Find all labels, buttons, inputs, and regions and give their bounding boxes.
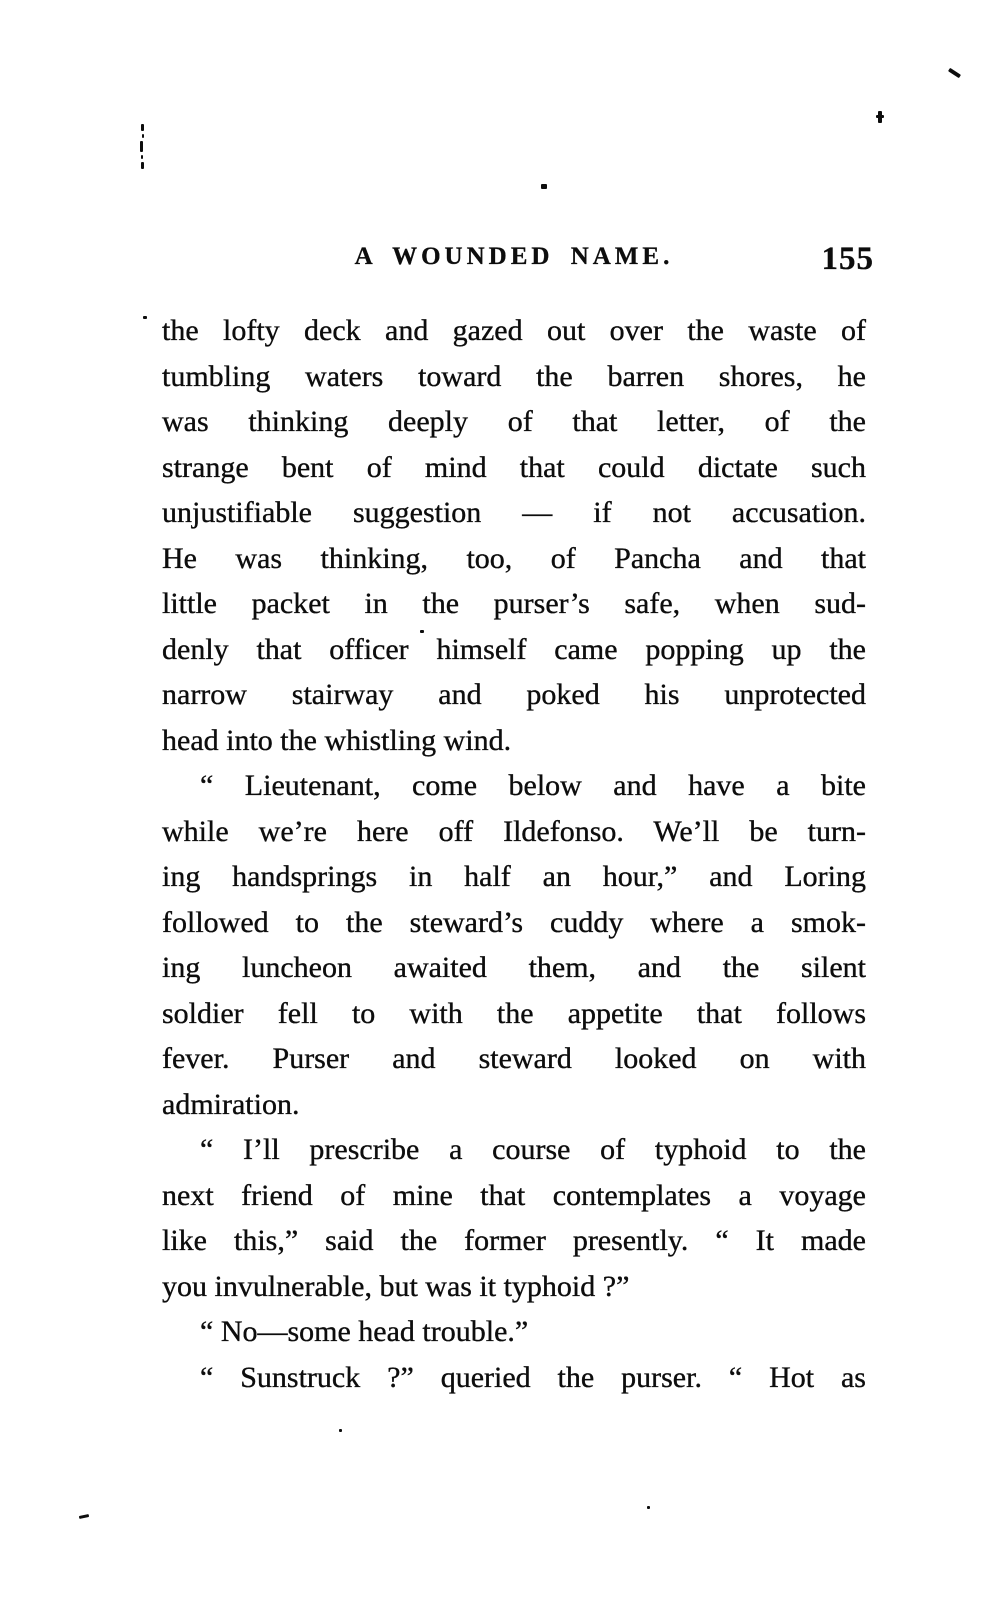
- text-line: you invulnerable, but was it typhoid ?”: [162, 1269, 630, 1303]
- scan-speck: [141, 162, 144, 169]
- scan-speck: [420, 630, 424, 633]
- scan-speck: [79, 1514, 89, 1519]
- text-line: “ Sunstruck ?” queried the purser. “ Hot as: [200, 1360, 866, 1394]
- scan-speck: [141, 155, 143, 159]
- scan-speck: [948, 68, 961, 78]
- text-line: strange bent of mind that could dictate such: [162, 450, 866, 484]
- text-line: ing handsprings in half an hour,” and Loring: [162, 860, 866, 893]
- running-head-title: A WOUNDED NAME.: [354, 243, 674, 270]
- text-line: next friend of mine that contemplates a voyage: [162, 1178, 866, 1212]
- text-line: He was thinking, too, of Pancha and that: [162, 541, 866, 575]
- text-line: “ I’ll prescribe a course of typhoid to the: [200, 1133, 866, 1166]
- scan-speck: [141, 124, 144, 131]
- text-line: admiration.: [162, 1087, 300, 1121]
- text-line: narrow stairway and poked his unprotected: [162, 678, 866, 711]
- text-line: head into the whistling wind.: [162, 723, 512, 757]
- text-line: followed to the steward’s cuddy where a smok-: [162, 905, 866, 939]
- scan-speck: [142, 134, 144, 138]
- scan-speck: [647, 1506, 650, 1509]
- body-text: [162, 308, 866, 1400]
- text-line: fever. Purser and steward looked on with: [162, 1042, 866, 1075]
- text-line: little packet in the purser’s safe, when sud-: [162, 587, 866, 620]
- text-line: “ Lieutenant, come below and have a bite: [200, 769, 866, 802]
- text-line: was thinking deeply of that letter, of the: [162, 405, 866, 438]
- scan-speck: [140, 141, 143, 152]
- text-line: soldier fell to with the appetite that follows: [162, 996, 866, 1030]
- scan-speck: [876, 115, 884, 118]
- text-line: unjustifiable suggestion — if not accusation.: [162, 496, 866, 529]
- scan-speck: [541, 184, 547, 189]
- text-line: like this,” said the former presently. “ It made: [162, 1224, 866, 1257]
- text-line: tumbling waters toward the barren shores, he: [162, 359, 866, 393]
- page-number: 155: [821, 241, 874, 277]
- text-line: “ No—some head trouble.”: [200, 1315, 529, 1348]
- text-line: the lofty deck and gazed out over the waste of: [162, 314, 866, 347]
- scan-speck: [339, 1429, 342, 1432]
- text-line: while we’re here off Ildefonso. We’ll be turn-: [162, 814, 866, 848]
- text-line: denly that officer himself came popping up the: [162, 632, 866, 666]
- scan-speck: [143, 316, 147, 319]
- text-line: ing luncheon awaited them, and the silent: [162, 951, 866, 984]
